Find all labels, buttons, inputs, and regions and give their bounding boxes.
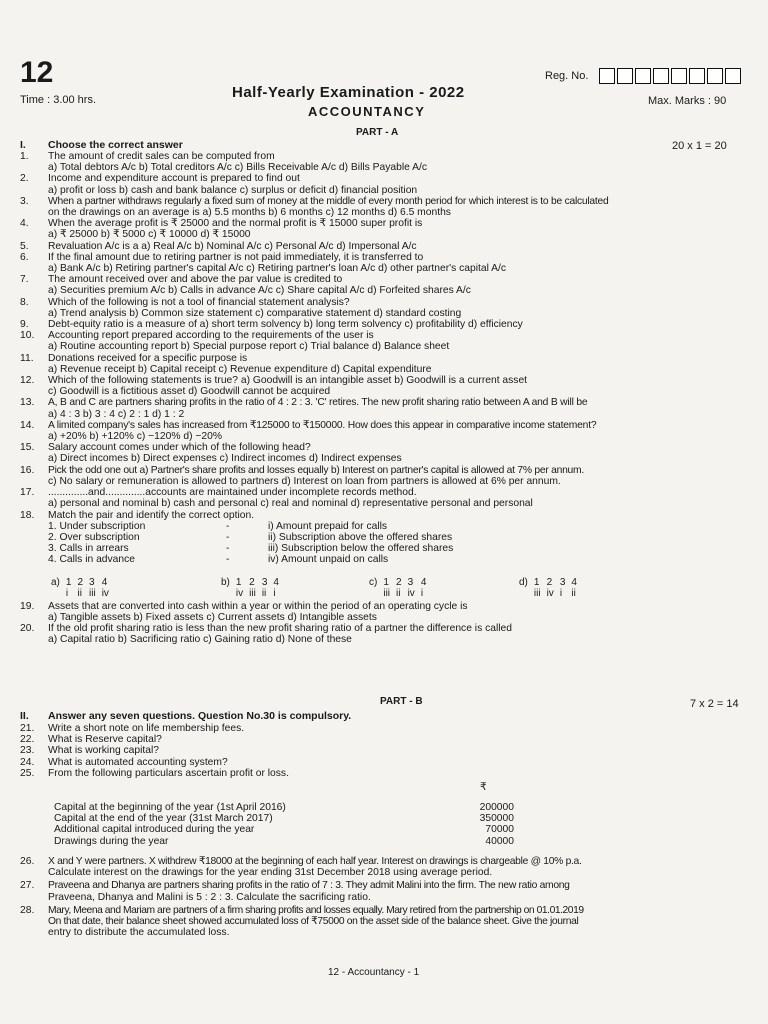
question-item: 24. What is automated accounting system? — [20, 756, 228, 768]
question-item: 17. ..............and..............accounts are maintained under incomplete records method. a) personal and nominal b) cash and personal c) real and nominal d) representative personal and personal — [20, 487, 533, 510]
questions-part-b-cont — [20, 856, 765, 938]
question-item: 27. Praveena and Dhanya are partners sharing profits in the ratio of 7 : 3. They admit Malini into the firm. The new ratio among Praveena, Dhanya and Malini is 5 : 2 : 3. Calculate the sacrificing ratio. — [20, 880, 570, 903]
question-item: 3. When a partner withdraws regularly a fixed sum of money at the middle of every month period for which interest is to be calculated on the drawings on an average is a) 5.5 months b) 6 months c) 12 months d) 6.5 months — [20, 195, 609, 219]
section-b-marks: 7 x 2 = 14 — [690, 698, 739, 710]
section-marks: 20 x 1 = 20 — [672, 140, 727, 152]
q25-row: Drawings during the year 40000 — [54, 835, 514, 847]
question-item: 19. Assets that are converted into cash within a year or within the period of an operating cycle is a) Tangible assets b) Fixed assets c) Current assets d) Intangible assets — [20, 600, 468, 623]
section-b-number: II. — [20, 710, 29, 722]
page-footer: 12 - Accountancy - 1 — [328, 967, 420, 978]
question-item: 2. Income and expenditure account is prepared to find out a) profit or loss b) cash and bank balance c) surplus or deficit d) financial position — [20, 173, 418, 196]
subject-title: ACCOUNTANCY — [308, 104, 426, 119]
question-item: 16. Pick the odd one out a) Partner's share profits and losses equally b) Interest on partner's capital is allowed at 7% per annum. c) No salary or remuneration is allowed to partners d) Interest on loan from partners is allowed at 6% per annum. — [20, 464, 584, 487]
question-item: 18. Match the pair and identify the correct option. — [20, 509, 255, 521]
match-table — [48, 521, 760, 577]
q25-row: Capital at the end of the year (31st March 2017) 350000 — [54, 813, 514, 825]
questions-part-a — [20, 151, 760, 646]
question-item: 12. Which of the following statements is true? a) Goodwill is an intangible asset b) Goodwill is a current asset c) Goodwill is a fictitious asset d) Goodwill cannot be acquired — [20, 375, 528, 398]
section-number: I. — [20, 139, 26, 151]
question-item: 8. Which of the following is not a tool of financial statement analysis? a) Trend analysis b) Common size statement c) comparative statement d) standard costing — [20, 296, 462, 319]
question-item: 4. When the average profit is ₹ 25000 and the normal profit is ₹ 15000 super profit is a) ₹ 25000 b) ₹ 5000 c) ₹ 10000 d) ₹ 15000 — [20, 218, 423, 241]
part-a-label: PART - A — [356, 127, 399, 138]
reg-no-boxes[interactable] — [597, 70, 741, 82]
match-option-b: b) 1 2 3 4 iv iii ii i — [221, 576, 279, 599]
question-item: 6. If the final amount due to retiring partner is not paid immediately, it is transferred to a) Bank A/c b) Retiring partner's capital A/c c) Retiring partner's loan A/c d) other partner's capital A/c — [20, 251, 507, 275]
q25-table — [54, 802, 514, 847]
match-left-column: 1. Under subscription 2. Over subscription 3. Calls in arrears 4. Calls in advance — [48, 520, 146, 566]
match-option-a: a) 1 2 3 4 i ii iii iv — [51, 576, 109, 599]
question-item: 22. What is Reserve capital? — [20, 734, 162, 746]
question-item: 21. Write a short note on life membership fees. — [20, 723, 245, 734]
question-item: 13. A, B and C are partners sharing profits in the ratio of 4 : 2 : 3. 'C' retires. The new profit sharing ratio between A and B will be a) 4 : 3 b) 3 : 4 c) 2 : 1 d) 1 : 2 — [20, 397, 588, 420]
question-item: 15. Salary account comes under which of the following head? a) Direct incomes b) Direct expenses c) Indirect incomes d) Indirect expenses — [20, 442, 402, 465]
question-item: 28. Mary, Meena and Mariam are partners of a firm sharing profits and losses equally. Mary retired from the partnership on 01.01.2019 On that date, their balance sheet showed accumulated loss of ₹75000 on the asset side of the balance sheet. Give the journal entry to distribute the accumulated loss. — [20, 904, 584, 939]
question-item: 26. X and Y were partners. X withdrew ₹18000 at the beginning of each half year. Interest on drawings is chargeable @ 10% p.a. Calculate interest on the drawings for the year ending 31st December 2018 using average period. — [20, 856, 582, 879]
question-item: 11. Donations received for a specific purpose is a) Revenue receipt b) Capital receipt c) Revenue expenditure d) Capital expenditure — [20, 352, 432, 375]
time-label: Time : 3.00 hrs. — [20, 94, 97, 106]
exam-title: Half-Yearly Examination - 2022 — [232, 84, 465, 101]
question-item: 20. If the old profit sharing ratio is less than the new profit sharing ratio of a partner the difference is called a) Capital ratio b) Sacrificing ratio c) Gaining ratio d) None of these — [20, 623, 512, 646]
question-item: 25. From the following particulars ascertain profit or loss. — [20, 767, 289, 779]
q25-row: Additional capital introduced during the year 70000 — [54, 824, 514, 836]
section-b-instruction: Answer any seven questions. Question No.30 is compulsory. — [48, 710, 352, 722]
match-option-c: c) 1 2 3 4 iii ii iv i — [369, 576, 427, 599]
match-right-column: i) Amount prepaid for calls ii) Subscription above the offered shares iii) Subscription below the offered shares iv) Amount unpaid on calls — [268, 520, 454, 566]
question-item: 5. Revaluation A/c is a a) Real A/c b) Nominal A/c c) Personal A/c d) Impersonal A/c — [20, 240, 417, 252]
section-instruction: Choose the correct answer — [48, 139, 183, 151]
q25-row: Capital at the beginning of the year (1st April 2016) 200000 — [54, 802, 514, 813]
question-item: 7. The amount received over and above the par value is credited to a) Securities premium A/c b) Calls in advance A/c c) Share capital A/c d) Forfeited shares A/c — [20, 274, 471, 297]
part-b-label: PART - B — [380, 696, 423, 707]
question-item: 14. A limited company's sales has increased from ₹125000 to ₹150000. How does this appear in comparative income statement? a) +20% b) +120% c) −120% d) −20% — [20, 419, 597, 443]
question-item: 10. Accounting report prepared according to the requirements of the user is a) Routine accounting report b) Special purpose report c) Trial balance d) Balance sheet — [20, 330, 450, 353]
question-item: 23. What is working capital? — [20, 745, 160, 757]
max-marks: Max. Marks : 90 — [648, 95, 727, 107]
reg-no-label: Reg. No. — [545, 68, 741, 84]
paper-code: 12 — [20, 56, 54, 89]
match-option-d: d) 1 2 3 4 iii iv i ii — [519, 576, 577, 599]
match-dash-column: - - - - — [226, 520, 230, 566]
question-item: 1. The amount of credit sales can be computed from a) Total debtors A/c b) Total creditors A/c c) Bills Receivable A/c d) Bills Payable A/c — [20, 151, 428, 174]
questions-part-b — [20, 723, 760, 779]
q25-currency-symbol: ₹ — [480, 782, 487, 793]
question-item: 9. Debt-equity ratio is a measure of a) short term solvency b) long term solvency c) profitability d) efficiency — [20, 319, 523, 331]
match-options — [48, 577, 760, 601]
